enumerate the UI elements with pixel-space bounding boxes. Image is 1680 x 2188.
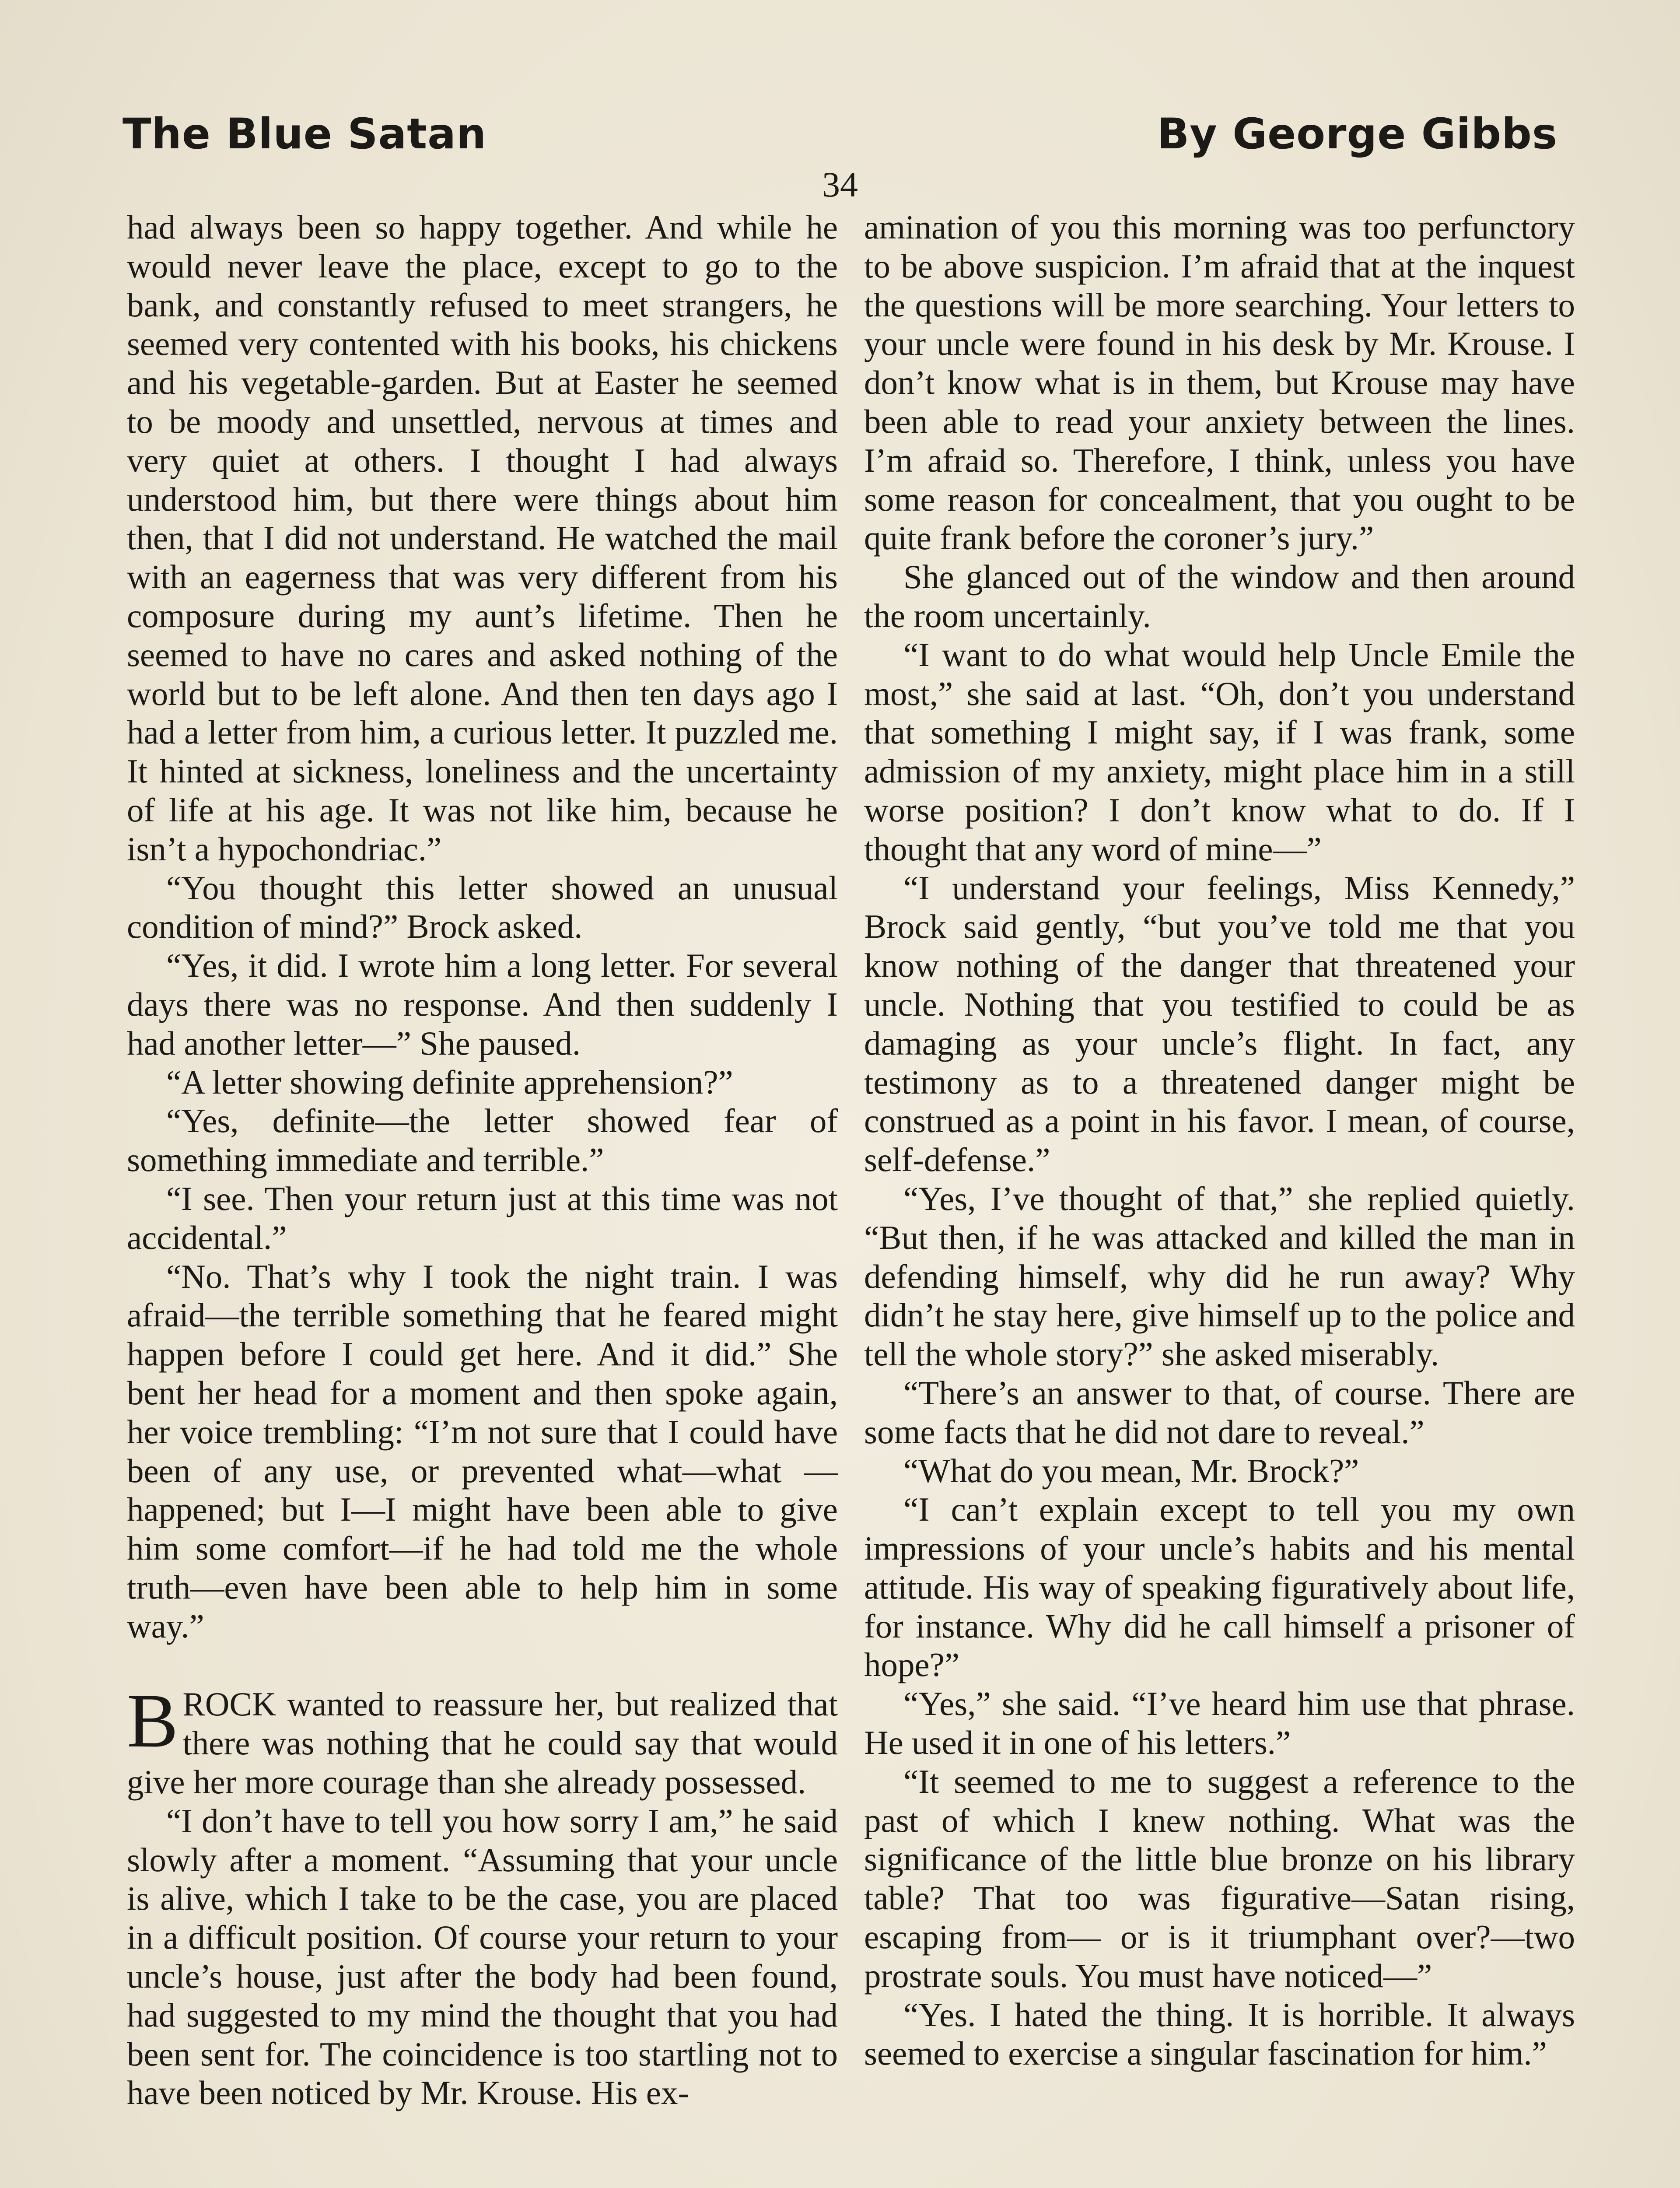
- paragraph: “I understand your feelings, Miss Kennedy,” Brock said gently, “but you’ve told me that you know nothing of the danger that threatened your uncle. Nothing that you testified to could be as damaging as your uncle’s flight. In fact, any testimony as to a threatened danger might be construed as a point in his favor. I mean, of course, self-defense.”: [864, 869, 1575, 1179]
- section-opening-paragraph: [127, 1678, 838, 1801]
- paragraph: “I don’t have to tell you how sorry I am,” he said slowly after a moment. “Assuming that your uncle is alive, which I take to be the case, you are placed in a difficult position. Of course your return to your uncle’s house, just after the body had been found, had suggested to my mind the thought that you had been sent for. The coincidence is too startling not to have been noticed by Mr. Krouse. His ex-: [127, 1802, 838, 2112]
- running-header: [122, 109, 1558, 166]
- paragraph-text: wanted to reassure her, but realized that there was nothing that he could say that would give her more courage than she already possessed.: [127, 1685, 838, 1801]
- paragraph: had always been so happy together. And while he would never leave the place, except to go to the bank, and constantly refused to meet strangers, he seemed very contented with his books, his chickens and his vegetable-garden. But at Easter he seemed to be moody and unsettled, nervous at times and very quiet at others. I thought I had always understood him, but there were things about him then, that I did not understand. He watched the mail with an eagerness that was very different from his composure during my aunt’s lifetime. Then he seemed to have no cares and asked nothing of the world but to be left alone. And then ten days ago I had a letter from him, a curious letter. It puzzled me. It hinted at sickness, loneliness and the uncertainty of life at his age. It was not like him, because he isn’t a hypochondriac.”: [127, 208, 838, 868]
- paragraph: “Yes, it did. I wrote him a long letter. For several days there was no response. And then suddenly I had another letter—” She paused.: [127, 947, 838, 1062]
- paragraph: “It seemed to me to suggest a reference to the past of which I knew nothing. What was the significance of the little blue bronze on his library table? That too was figurative—Satan rising, escaping from— or is it triumphant over?—two prostrate souls. You must have noticed—”: [864, 1762, 1575, 1995]
- paragraph: “A letter showing definite apprehension?”: [166, 1063, 733, 1101]
- story-author: By George Gibbs: [1157, 109, 1558, 158]
- story-title: The Blue Satan: [122, 109, 487, 158]
- paragraph: amination of you this morning was too perfunctory to be above suspicion. I’m afraid that at the inquest the questions will be more searching. Your letters to your uncle were found in his desk by Mr. Krouse. I don’t know what is in them, but Krouse may have been able to read your anxiety between the lines. I’m afraid so. Therefore, I think, unless you have some reason for concealment, that you ought to be quite frank before the coroner’s jury.”: [864, 208, 1575, 557]
- left-column: [127, 208, 838, 2112]
- paragraph: “Yes, definite—the letter showed fear of something immediate and terrible.”: [127, 1102, 838, 1179]
- paragraph: She glanced out of the window and then around the room uncertainly.: [864, 558, 1575, 635]
- drop-cap: B: [127, 1678, 178, 1764]
- paragraph: “I see. Then your return just at this time was not accidental.”: [127, 1179, 838, 1256]
- paragraph: “I want to do what would help Uncle Emile the most,” she said at last. “Oh, don’t you understand that something I might say, if I was frank, some admission of my anxiety, might place him in a still worse position? I don’t know what to do. If I thought that any word of mine—”: [864, 635, 1575, 868]
- paragraph: “No. That’s why I took the night train. I was afraid—the terrible something that he feared might happen before I could get here. And it did.” She bent her head for a moment and then spoke again, her voice trembling: “I’m not sure that I could have been of any use, or prevented what—what —happened; but I—I might have been able to give him some comfort—if he had told me the whole truth—even have been able to help him in some way.”: [127, 1257, 838, 1645]
- paragraph: “You thought this letter showed an unusual condition of mind?” Brock asked.: [127, 869, 838, 946]
- paragraph: “I can’t explain except to tell you my own impressions of your uncle’s habits and his mental attitude. His way of speaking figuratively about life, for instance. Why did he call himself a prisoner of hope?”: [864, 1490, 1575, 1684]
- paragraph: “Yes, I’ve thought of that,” she replied quietly. “But then, if he was attacked and killed the man in defending himself, why did he run away? Why didn’t he stay here, give himself up to the police and tell the whole story?” she asked miserably.: [864, 1179, 1575, 1373]
- page-number: 34: [822, 165, 858, 204]
- paragraph: “Yes,” she said. “I’ve heard him use that phrase. He used it in one of his letters.”: [864, 1685, 1575, 1762]
- paragraph: “There’s an answer to that, of course. There are some facts that he did not dare to reveal.”: [864, 1374, 1575, 1451]
- right-column: [864, 208, 1575, 2073]
- paragraph: “Yes. I hated the thing. It is horrible. It always seemed to exercise a singular fascination for him.”: [864, 1995, 1575, 2072]
- small-caps-lead: ROCK: [182, 1685, 276, 1723]
- paragraph: “What do you mean, Mr. Brock?”: [903, 1452, 1359, 1490]
